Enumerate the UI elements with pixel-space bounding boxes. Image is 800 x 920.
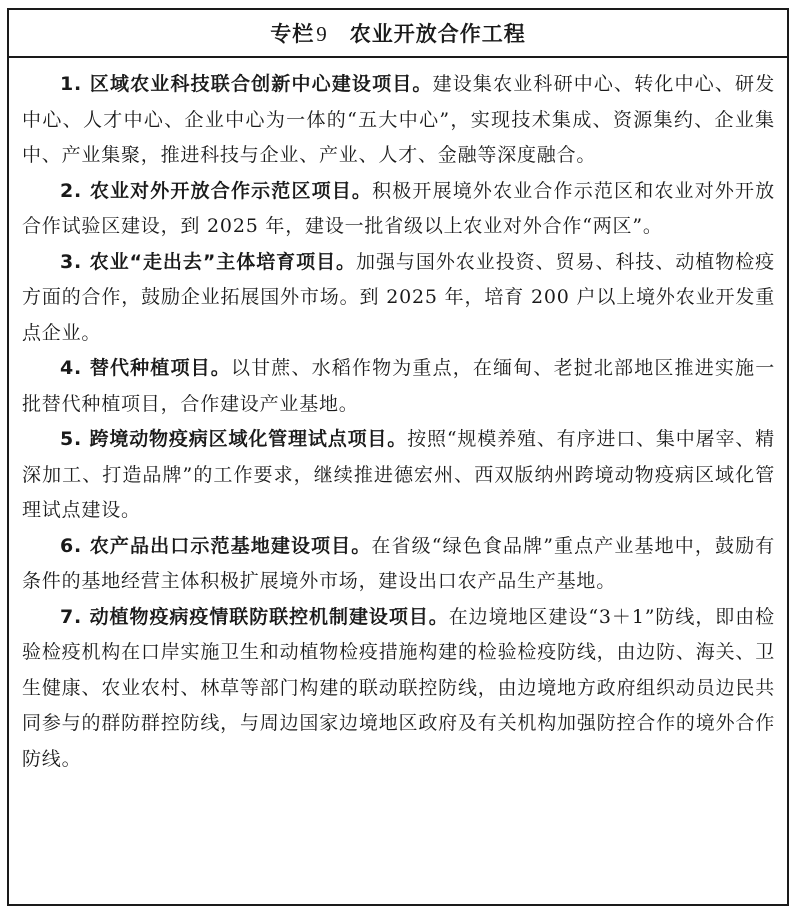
project-item-title: 5. 跨境动物疫病区域化管理试点项目。 [60, 428, 408, 450]
project-item-text: 在边境地区建设“3＋1”防线，即由检验检疫机构在口岸实施卫生和动植物检疫措施构建的检验检疫防线，由边防、海关、卫生健康、农业农村、林草等部门构建的联动联控防线，由边境地方政府组织动员边民共同参与的群防群控防线，与周边国家边境地区政府及有关机构加强防控合作的境外合作防线。 [22, 605, 775, 770]
project-item-3 [22, 245, 775, 352]
project-item-title: 1. 区域农业科技联合创新中心建设项目。 [60, 73, 433, 95]
project-item-title: 3. 农业“走出去”主体培育项目。 [60, 250, 357, 273]
project-item-title: 2. 农业对外开放合作示范区项目。 [60, 179, 373, 202]
project-item-2 [22, 174, 775, 245]
project-item-title: 6. 农产品出口示范基地建设项目。 [60, 534, 372, 557]
column-title-text: 农业开放合作工程 [349, 22, 526, 46]
column-title [270, 18, 526, 48]
project-item-text: 建设集农业科研中心、转化中心、研发中心、人才中心、企业中心为一体的“五大中心”，实现技术集成、资源集约、企业集中、产业集聚，推进科技与企业、产业、人才、金融等深度融合。 [22, 73, 775, 166]
project-item-text: 积极开展境外农业合作示范区和农业对外开放合作试验区建设，到 2025 年，建设一批省级以上农业对外合作“两区”。 [22, 179, 775, 237]
project-item-text: 加强与国外农业投资、贸易、科技、动植物检疫方面的合作，鼓励企业拓展国外市场。到 2025 年，培育 200 户以上境外农业开发重点企业。 [22, 250, 775, 344]
project-item-text: 按照“规模养殖、有序进口、集中屠宰、精深加工、打造品牌”的工作要求，继续推进德宏州、西双版纳州跨境动物疫病区域化管理试点建设。 [22, 428, 775, 521]
project-item-1 [22, 67, 775, 174]
project-item-title: 4. 替代种植项目。 [60, 357, 231, 379]
column-box [7, 8, 789, 906]
column-title-number: 9 [316, 22, 328, 46]
project-item-4 [22, 351, 775, 422]
project-item-5 [22, 422, 775, 529]
column-body [9, 58, 787, 777]
column-title-prefix: 专栏 [270, 22, 315, 46]
project-item-title: 7. 动植物疫病疫情联防联控机制建设项目。 [60, 605, 449, 628]
project-item-text: 以甘蔗、水稻作物为重点，在缅甸、老挝北部地区推进实施一批替代种植项目，合作建设产业基地。 [22, 357, 775, 415]
project-item-text: 在省级“绿色食品牌”重点产业基地中，鼓励有条件的基地经营主体积极扩展境外市场，建设出口农产品生产基地。 [22, 534, 775, 592]
project-item-6 [22, 529, 775, 600]
project-item-7 [22, 600, 775, 778]
column-header [9, 10, 787, 58]
